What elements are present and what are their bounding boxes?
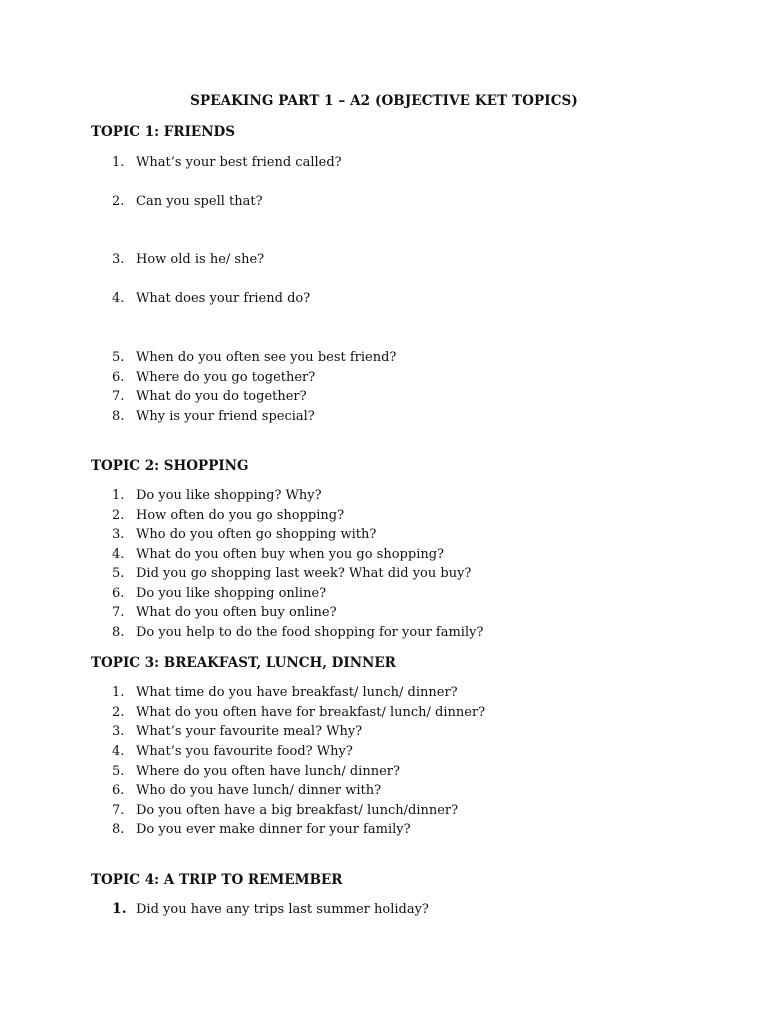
list-item-text: What do you do together? xyxy=(136,389,307,404)
list-item-text: What do you often buy online? xyxy=(136,605,337,620)
list-item-text: What time do you have breakfast/ lunch/ dinner? xyxy=(136,685,458,700)
list-item-text: Do you like shopping online? xyxy=(136,586,327,601)
list-item-text: Do you like shopping? Why? xyxy=(136,488,322,503)
list-item-text: Who do you have lunch/ dinner with? xyxy=(136,783,382,798)
list-item-text: How old is he/ she? xyxy=(136,252,265,267)
list-item-number: 5. xyxy=(112,350,125,365)
list-item-number: 8. xyxy=(112,409,125,424)
list-item-number: 1. xyxy=(112,155,125,170)
list-item-number: 6. xyxy=(112,586,125,601)
list-item-text: How often do you go shopping? xyxy=(136,508,345,523)
list-item-text: What does your friend do? xyxy=(136,291,311,306)
document-title: SPEAKING PART 1 – A2 (OBJECTIVE KET TOPICS) xyxy=(190,93,578,109)
list-item-text: What’s your favourite meal? Why? xyxy=(136,724,363,739)
list-item-number: 8. xyxy=(112,822,125,837)
topic-3-heading: TOPIC 3: BREAKFAST, LUNCH, DINNER xyxy=(91,655,396,671)
list-item-text: What do you often buy when you go shopping? xyxy=(136,547,445,562)
list-item-text: Who do you often go shopping with? xyxy=(136,527,377,542)
list-item-number: 3. xyxy=(112,724,125,739)
list-item-number: 1. xyxy=(112,488,125,503)
list-item-number: 1. xyxy=(112,901,127,917)
list-item-text: Did you go shopping last week? What did you buy? xyxy=(136,566,472,581)
topic-4-heading: TOPIC 4: A TRIP TO REMEMBER xyxy=(91,872,343,888)
list-item-text: Where do you often have lunch/ dinner? xyxy=(136,764,400,779)
list-item-text: Did you have any trips last summer holiday? xyxy=(136,902,429,917)
list-item-number: 6. xyxy=(112,370,125,385)
topic-2-heading: TOPIC 2: SHOPPING xyxy=(91,458,249,474)
list-item-text: Do you ever make dinner for your family? xyxy=(136,822,411,837)
list-item-number: 6. xyxy=(112,783,125,798)
list-item-number: 2. xyxy=(112,194,125,209)
list-item-text: Can you spell that? xyxy=(136,194,263,209)
list-item-number: 4. xyxy=(112,291,125,306)
topic-1-heading: TOPIC 1: FRIENDS xyxy=(91,124,235,140)
list-item-number: 7. xyxy=(112,389,125,404)
list-item-text: What’s your best friend called? xyxy=(136,155,342,170)
list-item-number: 3. xyxy=(112,527,125,542)
list-item-text: Do you often have a big breakfast/ lunch/dinner? xyxy=(136,803,459,818)
list-item-text: Do you help to do the food shopping for your family? xyxy=(136,625,484,640)
list-item-number: 7. xyxy=(112,803,125,818)
list-item-number: 4. xyxy=(112,744,125,759)
list-item-text: What do you often have for breakfast/ lunch/ dinner? xyxy=(136,705,486,720)
list-item-text: Where do you go together? xyxy=(136,370,316,385)
list-item-text: What’s you favourite food? Why? xyxy=(136,744,353,759)
list-item-text: Why is your friend special? xyxy=(136,409,315,424)
list-item-number: 8. xyxy=(112,625,125,640)
list-item-number: 2. xyxy=(112,508,125,523)
list-item-number: 5. xyxy=(112,764,125,779)
list-item-number: 7. xyxy=(112,605,125,620)
list-item-number: 4. xyxy=(112,547,125,562)
list-item-number: 3. xyxy=(112,252,125,267)
list-item-text: When do you often see you best friend? xyxy=(136,350,397,365)
list-item-number: 1. xyxy=(112,685,125,700)
list-item-number: 5. xyxy=(112,566,125,581)
list-item-number: 2. xyxy=(112,705,125,720)
